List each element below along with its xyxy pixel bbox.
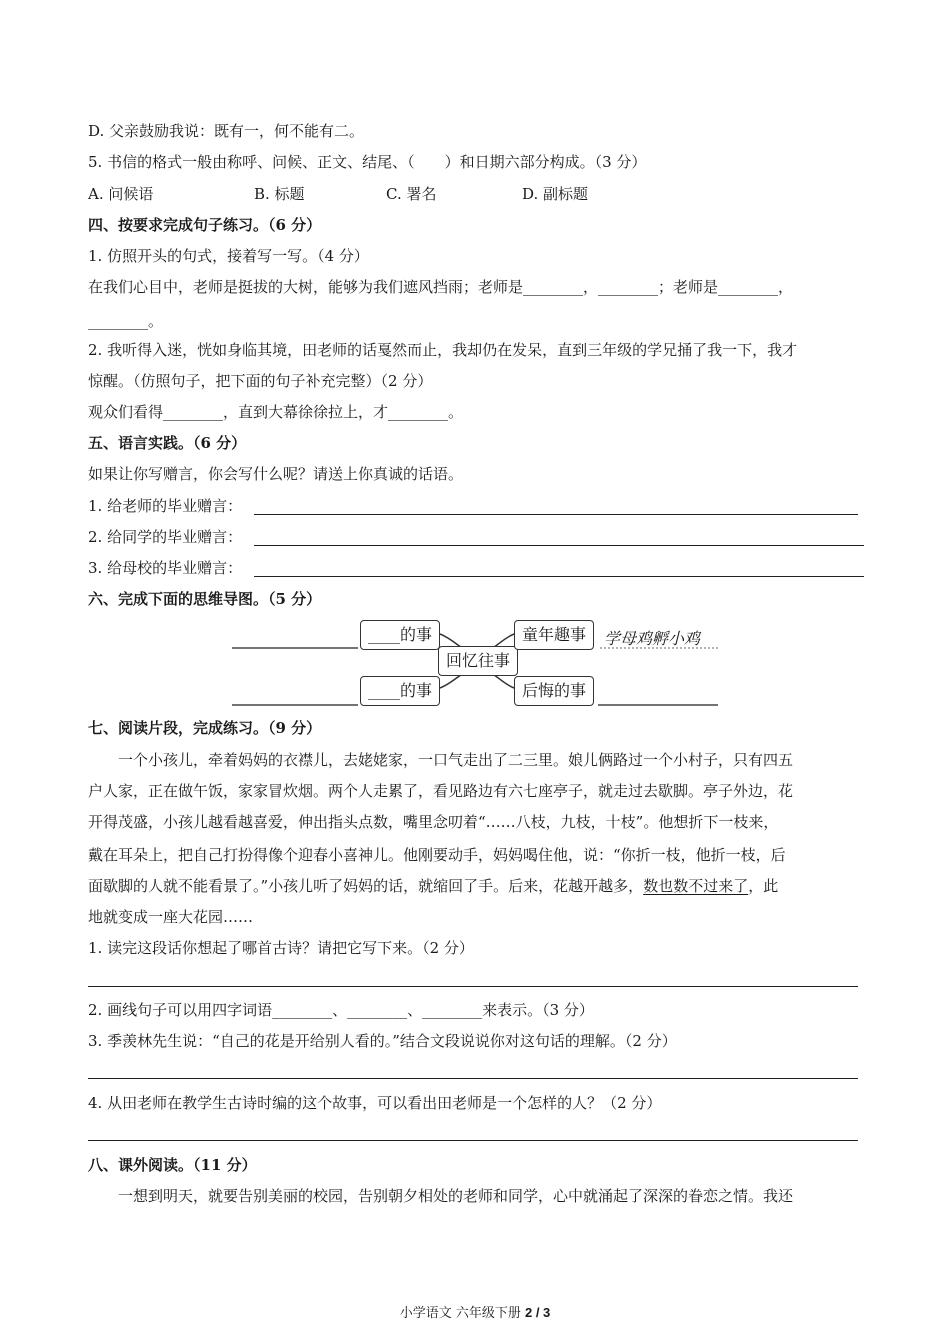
passage-line: 戴在耳朵上，把自己打扮得像个迎春小喜神儿。他刚要动手，妈妈喝住他，说：“你折一枝，他折一枝，后 (88, 846, 786, 864)
farewell-teacher-label: 1. 给老师的毕业赠言： (88, 497, 243, 515)
section-4-q1-text: 在我们心目中，老师是挺拔的大树，能够为我们遮风挡雨；老师是________，________；老师是________， (88, 278, 794, 296)
section-4-q1: 1. 仿照开头的句式，接着写一写。（4 分） (88, 247, 369, 265)
page-number: 2 / 3 (524, 1305, 551, 1320)
section-4-q1-text-cont: ________。 (88, 312, 164, 330)
page-footer: 小学语文 六年级下册 2 / 3 (399, 1305, 551, 1321)
option-a: A. 问候语 (88, 185, 154, 203)
mind-map-center-node: 回忆往事 (438, 646, 518, 676)
section-7-title: 七、阅读片段，完成练习。（9 分） (88, 719, 322, 737)
question-5: 5. 书信的格式一般由称呼、问候、正文、结尾、（ ）和日期六部分构成。（3 分） (88, 153, 647, 171)
section-5-intro: 如果让你写赠言，你会写什么呢？请送上你真诚的话语。 (88, 465, 464, 483)
handwritten-answer: 学母鸡孵小鸡 (604, 629, 701, 648)
mind-map-node-right-top: 童年趣事 (514, 620, 594, 650)
section-4-title: 四、按要求完成句子练习。（6 分） (88, 216, 322, 234)
option-d-text: D. 父亲鼓励我说：既有一，何不能有二。 (88, 122, 365, 140)
section-7-q4: 4. 从田老师在教学生古诗时编的这个故事，可以看出田老师是一个怎样的人？（2 分） (88, 1094, 662, 1112)
passage-line: 地就变成一座大花园…… (88, 908, 254, 926)
section-8-title: 八、课外阅读。（11 分） (88, 1156, 257, 1174)
section-4-q2-fill: 观众们看得________，直到大幕徐徐拉上，才________。 (88, 403, 464, 421)
answer-line (88, 986, 858, 987)
section-6-title: 六、完成下面的思维导图。（5 分） (88, 590, 322, 608)
section-4-q2: 2. 我听得入迷，恍如身临其境，田老师的话戛然而止，我却仍在发呆，直到三年级的学兄捅了我一下，我才 (88, 341, 798, 359)
section-7-q2: 2. 画线句子可以用四字词语________、________、________来表示。（3 分） (88, 1001, 594, 1019)
passage-line: 一想到明天，就要告别美丽的校园，告别朝夕相处的老师和同学，心中就涌起了深深的眷恋之情。我还 (118, 1187, 794, 1205)
answer-line (88, 1140, 858, 1141)
passage-line: 开得茂盛，小孩儿越看越喜爱，伸出指头点数，嘴里念叨着“……八枝，九枝，十枝”。他想折下一枝来， (88, 813, 779, 831)
mind-map-node-left-bottom: ____的事 (360, 676, 440, 706)
section-4-q2-cont: 惊醒。（仿照句子，把下面的句子补充完整）（2 分） (88, 372, 433, 390)
section-7-q3: 3. 季羡林先生说：“自己的花是开给别人看的。”结合文段说说你对这句话的理解。（2 分） (88, 1032, 677, 1050)
answer-line (88, 1078, 858, 1079)
passage-line: 一个小孩儿，牵着妈妈的衣襟儿，去姥姥家，一口气走出了二三里。娘儿俩路过一个小村子，只有四五 (118, 751, 794, 769)
underlined-sentence: 数也数不过来了 (643, 877, 749, 895)
option-c: C. 署名 (386, 185, 437, 203)
mind-map-node-left-top: ____的事 (360, 620, 440, 650)
section-5-title: 五、语言实践。（6 分） (88, 434, 247, 452)
passage-line: 面歇脚的人就不能看景了。”小孩儿听了妈妈的话，就缩回了手。后来，花越开越多，数也数不过来了，此 (88, 877, 779, 895)
farewell-classmate-label: 2. 给同学的毕业赠言： (88, 528, 243, 546)
mind-map-node-right-bottom: 后悔的事 (514, 676, 594, 706)
section-7-q1: 1. 读完这段话你想起了哪首古诗？请把它写下来。（2 分） (88, 939, 474, 957)
farewell-school-label: 3. 给母校的毕业赠言： (88, 559, 243, 577)
option-d: D. 副标题 (522, 185, 589, 203)
option-b: B. 标题 (254, 185, 305, 203)
passage-line: 户人家，正在做午饭，家家冒炊烟。两个人走累了，看见路边有六七座亭子，就走过去歇脚。亭子外边，花 (88, 782, 794, 800)
